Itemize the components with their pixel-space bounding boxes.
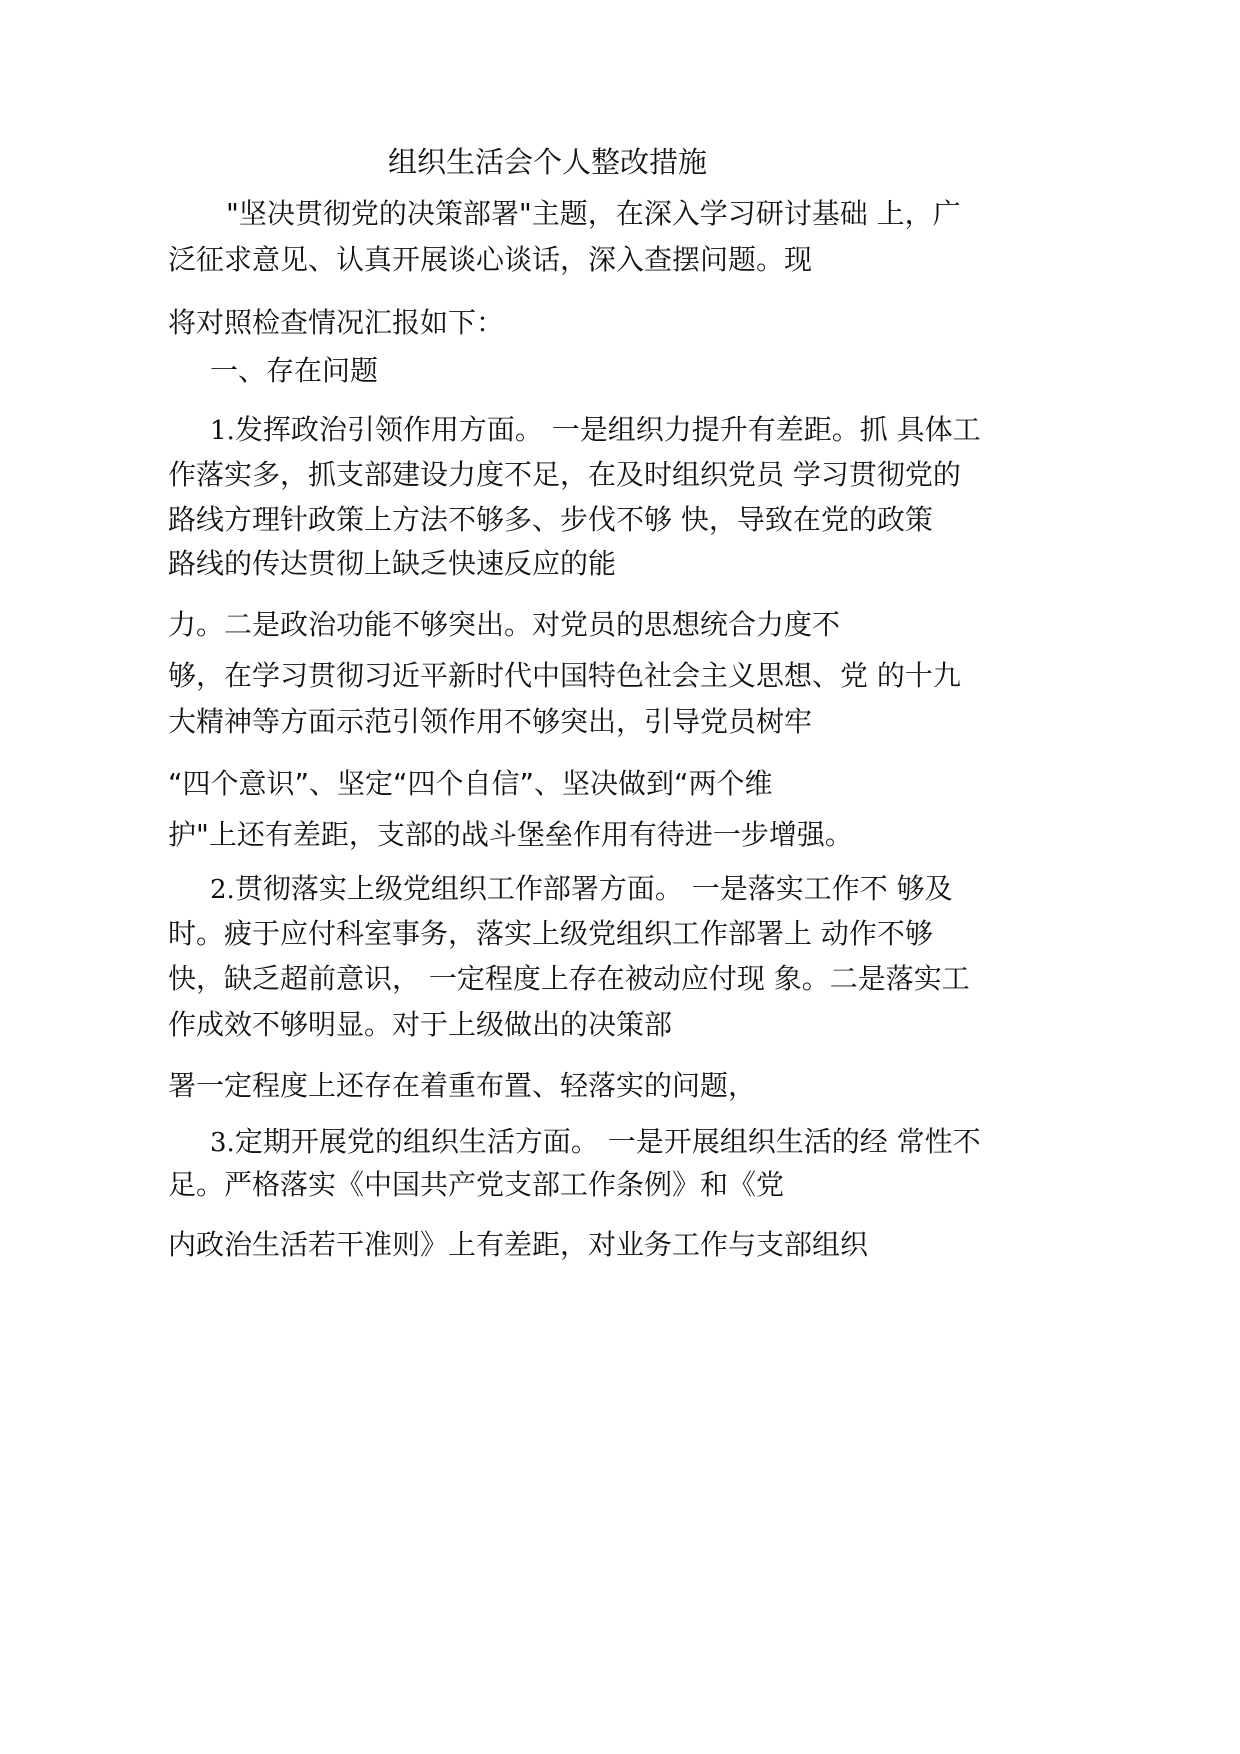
item-number: 2. xyxy=(210,875,235,905)
paragraph-line: 大精神等方面示范引领作用不够突出，引导党员树牢 xyxy=(168,705,813,738)
paragraph-line xyxy=(210,872,953,907)
paragraph-text: 贯彻落实上级党组织工作部署方面。 一是落实工作不 够及 xyxy=(234,872,953,905)
paragraph-line xyxy=(210,413,981,448)
paragraph-line: 力。二是政治功能不够突出。对党员的思想统合力度不 xyxy=(168,608,841,641)
paragraph-line: 够，在学习贯彻习近平新时代中国特色社会主义思想、党 的十九 xyxy=(168,659,961,692)
paragraph-line: 路线的传达贯彻上缺乏快速反应的能 xyxy=(168,547,617,580)
paragraph-line: 足。严格落实《中国共产党支部工作条例》和《党 xyxy=(168,1168,785,1201)
section-heading: 一、存在问题 xyxy=(210,354,379,387)
paragraph-line: 作成效不够明显。对于上级做出的决策部 xyxy=(168,1008,673,1041)
paragraph-line: 泛征求意见、认真开展谈心谈话，深入查摆问题。现 xyxy=(168,243,813,276)
paragraph-line: 路线方理针政策上方法不够多、步伐不够 快，导致在党的政策 xyxy=(168,503,933,536)
paragraph-line: 护"上还有差距，支部的战斗堡垒作用有待进一步增强。 xyxy=(168,818,853,851)
document-title: 组织生活会个人整改措施 xyxy=(388,145,708,179)
paragraph-line xyxy=(210,1125,981,1160)
paragraph-line: “四个意识”、坚定“四个自信”、坚决做到“两个维 xyxy=(168,767,773,800)
paragraph-line: 将对照检查情况汇报如下： xyxy=(168,306,505,339)
paragraph-line: "坚决贯彻党的决策部署"主题，在深入学习研讨基础 上，广 xyxy=(226,197,961,230)
paragraph-line: 作落实多，抓支部建设力度不足，在及时组织党员 学习贯彻党的 xyxy=(168,458,961,491)
paragraph-line: 快，缺乏超前意识， 一定程度上存在被动应付现 象。二是落实工 xyxy=(168,962,970,995)
paragraph-text: 发挥政治引领作用方面。 一是组织力提升有差距。抓 具体工 xyxy=(234,413,981,446)
paragraph-line: 内政治生活若干准则》上有差距，对业务工作与支部组织 xyxy=(168,1228,869,1261)
paragraph-line: 时。疲于应付科室事务，落实上级党组织工作部署上 动作不够 xyxy=(168,917,933,950)
paragraph-text: 定期开展党的组织生活方面。 一是开展组织生活的经 常性不 xyxy=(234,1125,981,1158)
item-number: 3. xyxy=(210,1128,235,1158)
item-number: 1. xyxy=(210,416,235,446)
paragraph-line: 署一定程度上还存在着重布置、轻落实的问题， xyxy=(168,1069,757,1102)
